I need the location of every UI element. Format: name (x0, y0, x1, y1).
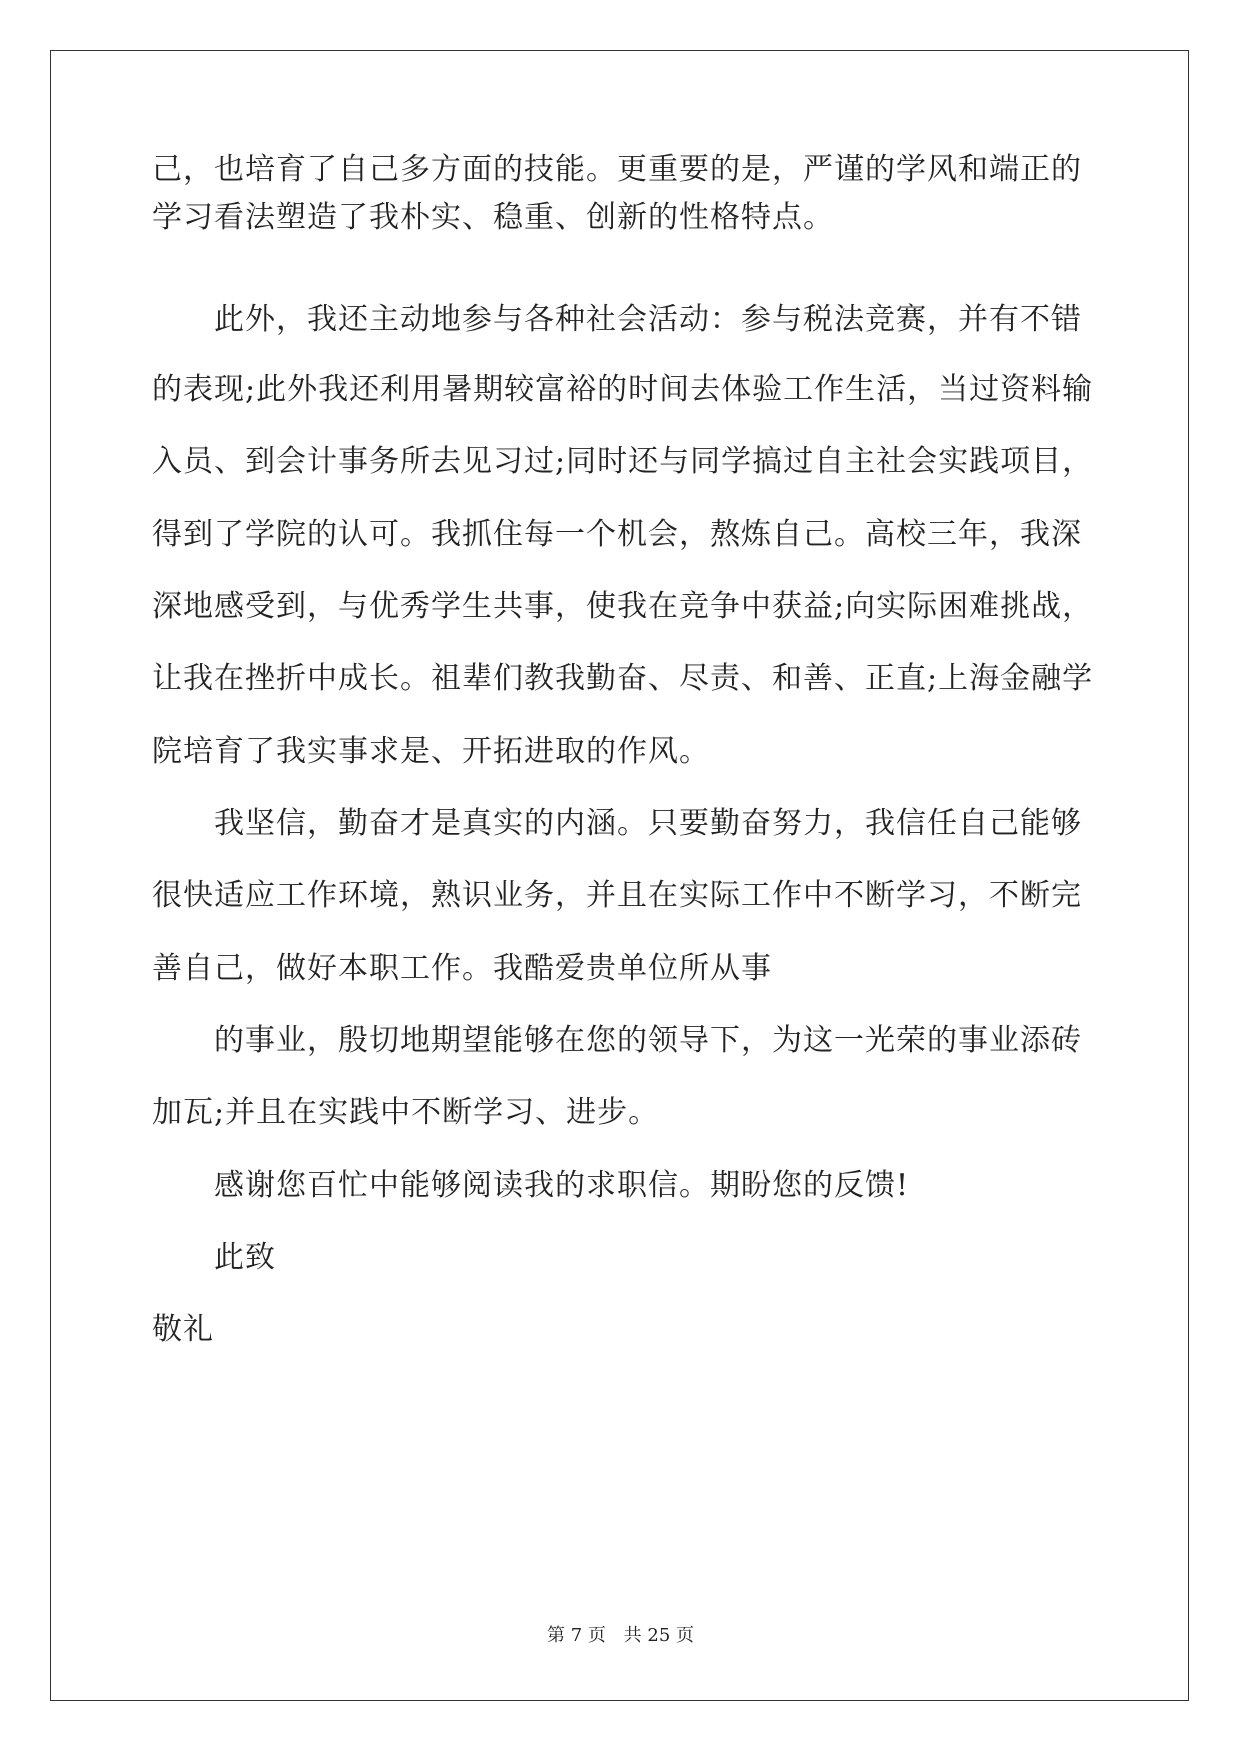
body-line: 院培育了我实事求是、开拓进取的作风。 (152, 734, 710, 769)
body-line: 我坚信，勤奋才是真实的内涵。只要勤奋努力，我信任自己能够 (214, 806, 1082, 841)
page-footer (0, 1624, 1241, 1648)
body-line: 很快适应工作环境，熟识业务，并且在实际工作中不断学习，不断完 (152, 878, 1082, 913)
body-line: 深地感受到，与优秀学生共事，使我在竞争中获益;向实际困难挑战， (152, 589, 1094, 624)
page-total: 共 25 页 (623, 1625, 694, 1646)
closing-line: 此致 (214, 1240, 276, 1275)
body-line: 感谢您百忙中能够阅读我的求职信。期盼您的反馈! (214, 1168, 910, 1203)
body-line: 入员、到会计事务所去见习过;同时还与同学搞过自主社会实践项目， (152, 444, 1094, 479)
body-line: 善自己，做好本职工作。我酷爱贵单位所从事 (152, 951, 772, 986)
body-line: 的表现;此外我还利用暑期较富裕的时间去体验工作生活，当过资料输 (152, 372, 1094, 407)
body-line: 让我在挫折中成长。祖辈们教我勤奋、尽责、和善、正直;上海金融学 (152, 661, 1094, 696)
body-line: 己，也培育了自己多方面的技能。更重要的是，严谨的学风和端正的 (152, 152, 1082, 187)
body-line: 得到了学院的认可。我抓住每一个机会，熬炼自己。高校三年，我深 (152, 517, 1082, 552)
page-number: 第 7 页 (547, 1625, 606, 1646)
body-line: 加瓦;并且在实践中不断学习、进步。 (152, 1095, 660, 1130)
salutation-line: 敬礼 (152, 1312, 214, 1347)
body-line: 学习看法塑造了我朴实、稳重、创新的性格特点。 (152, 200, 834, 235)
body-line: 此外，我还主动地参与各种社会活动：参与税法竞赛，并有不错 (214, 302, 1082, 337)
body-line: 的事业，殷切地期望能够在您的领导下，为这一光荣的事业添砖 (214, 1023, 1082, 1058)
